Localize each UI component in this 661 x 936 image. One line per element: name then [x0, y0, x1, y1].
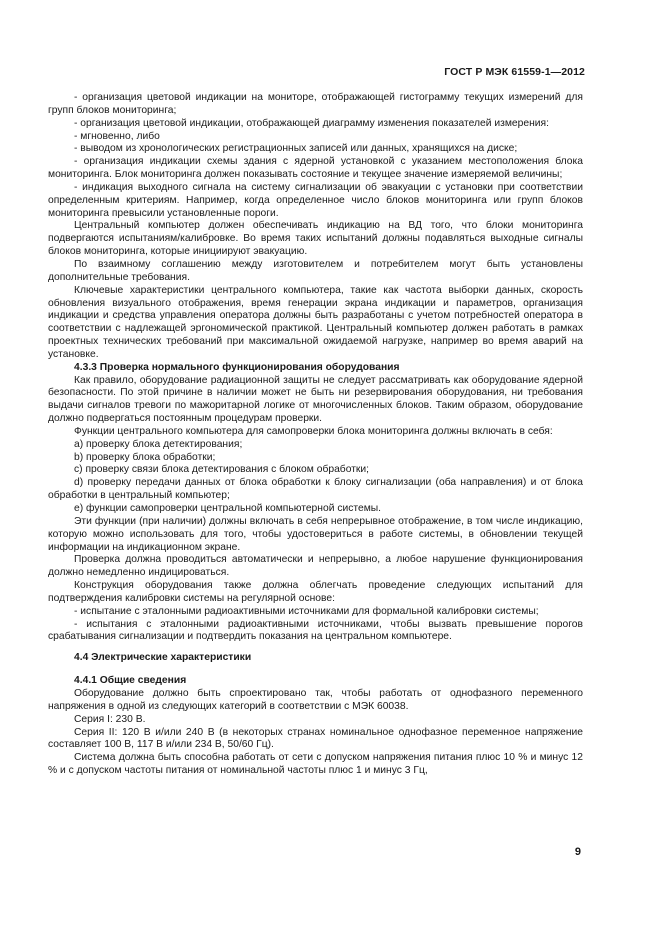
document-id-header: ГОСТ Р МЭК 61559-1—2012: [444, 66, 585, 78]
section-heading-4-4-1: 4.4.1 Общие сведения: [74, 675, 187, 687]
paragraph: - организация индикации схемы здания с ядерной установкой с указанием местоположения блока мониторинга. Блок мониторинга должен показывать состояние и текущее значение измеряемой величины;: [48, 156, 583, 181]
paragraph: Конструкция оборудования также должна облегчать проведение следующих испытаний для подтверждения калибровки системы на регулярной основе:: [48, 580, 583, 604]
page-number: 9: [574, 846, 581, 858]
paragraph: - индикация выходного сигнала на систему сигнализации об эвакуации с установки при соответствии определенным критериям. Например, когда определенное число блоков мониторинга или групп блоков мониторинга превысили установленные пороги.: [48, 181, 583, 219]
paragraph: Эти функции (при наличии) должны включать в себя непрерывное отображение, в том числе индикацию, которую можно использовать для того, чтобы удостовериться в работе системы, в обновлении текущей информации на индикационном экране.: [48, 515, 583, 553]
paragraph: - выводом из хронологических регистрационных записей или данных, хранящихся на диске;: [74, 143, 518, 155]
paragraph: Система должна быть способна работать от сети с допуском напряжения питания плюс 10 % и минус 12 % и с допуском частоты питания от номинальной частоты плюс 1 и минус 3 Гц,: [48, 752, 583, 777]
paragraph: Как правило, оборудование радиационной защиты не следует рассматривать как оборудование ядерной безопасности. По этой причине в наличии может не быть ни резервирования оборудования, ни требования выдачи сигналов тревоги по мажоритарной логике от многочисленных блоков. Таким образом, оборудование должно подвергаться постоянным процедурам проверки.: [48, 374, 583, 425]
list-item: d) проверку передачи данных от блока обработки к блоку сигнализации (оба направления) и от блока обработки в центральный компьютер;: [48, 477, 583, 502]
document-body: [48, 92, 583, 778]
paragraph: Центральный компьютер должен обеспечивать индикацию на ВД того, что блоки мониторинга подвергаются испытаниям/калибровке. Во время таких испытаний должны подавляться выходные сигналы блоков мониторинга, которые инициируют эвакуацию.: [48, 220, 583, 258]
section-heading-4-4: 4.4 Электрические характеристики: [74, 652, 252, 664]
list-item: - испытания с эталонными радиоактивными источниками, чтобы вызвать превышение порогов срабатывания сигнализации и подтвердить показания на центральном компьютере.: [48, 618, 583, 643]
list-item: а) проверку блока детектирования;: [74, 438, 243, 450]
paragraph: Серия II: 120 В и/или 240 В (в некоторых странах номинальное однофазное переменное напряжение составляет 100 В, 117 В и/или 234 В, 50/60 Гц).: [48, 726, 583, 751]
paragraph: Оборудование должно быть спроектировано так, чтобы работать от однофазного переменного напряжения в одной из следующих категорий в соответствии с МЭК 60038.: [48, 687, 583, 712]
list-item: b) проверку блока обработки;: [74, 451, 216, 463]
paragraph: Проверка должна проводиться автоматически и непрерывно, а любое нарушение функционирования должно немедленно индицироваться.: [48, 554, 583, 579]
paragraph: По взаимному соглашению между изготовителем и потребителем могут быть установлены дополнительные требования.: [48, 258, 583, 283]
paragraph: - организация цветовой индикации, отображающей диаграмму изменения показателей измерения:: [74, 117, 549, 129]
section-heading-4-3-3: 4.3.3 Проверка нормального функционирования оборудования: [74, 361, 400, 373]
paragraph: - мгновенно, либо: [74, 130, 160, 142]
paragraph: Функции центрального компьютера для самопроверки блока мониторинга должны включать в себя:: [74, 425, 553, 437]
list-item: е) функции самопроверки центральной компьютерной системы.: [74, 503, 382, 514]
paragraph: - организация цветовой индикации на мониторе, отображающей гистограмму текущих измерений для групп блоков мониторинга;: [48, 92, 583, 116]
list-item: - испытание с эталонными радиоактивными источниками для формальной калибровки системы;: [74, 605, 539, 617]
list-item: с) проверку связи блока детектирования с блоком обработки;: [74, 464, 370, 476]
paragraph: Ключевые характеристики центрального компьютера, такие как частота выборки данных, скорость обновления визуального отображения, время генерации экрана индикации и параметров, организация индикации и средства управления оператора должны быть разработаны с учетом потребностей оператора в соответствии с надлежащей эргономической практикой. Центральный компьютер должен работать в рамках проектных технических требований при максимальной ожидаемой нагрузке, например во время аварий на установке.: [48, 284, 583, 360]
paragraph: Серия I: 230 В.: [74, 713, 146, 725]
